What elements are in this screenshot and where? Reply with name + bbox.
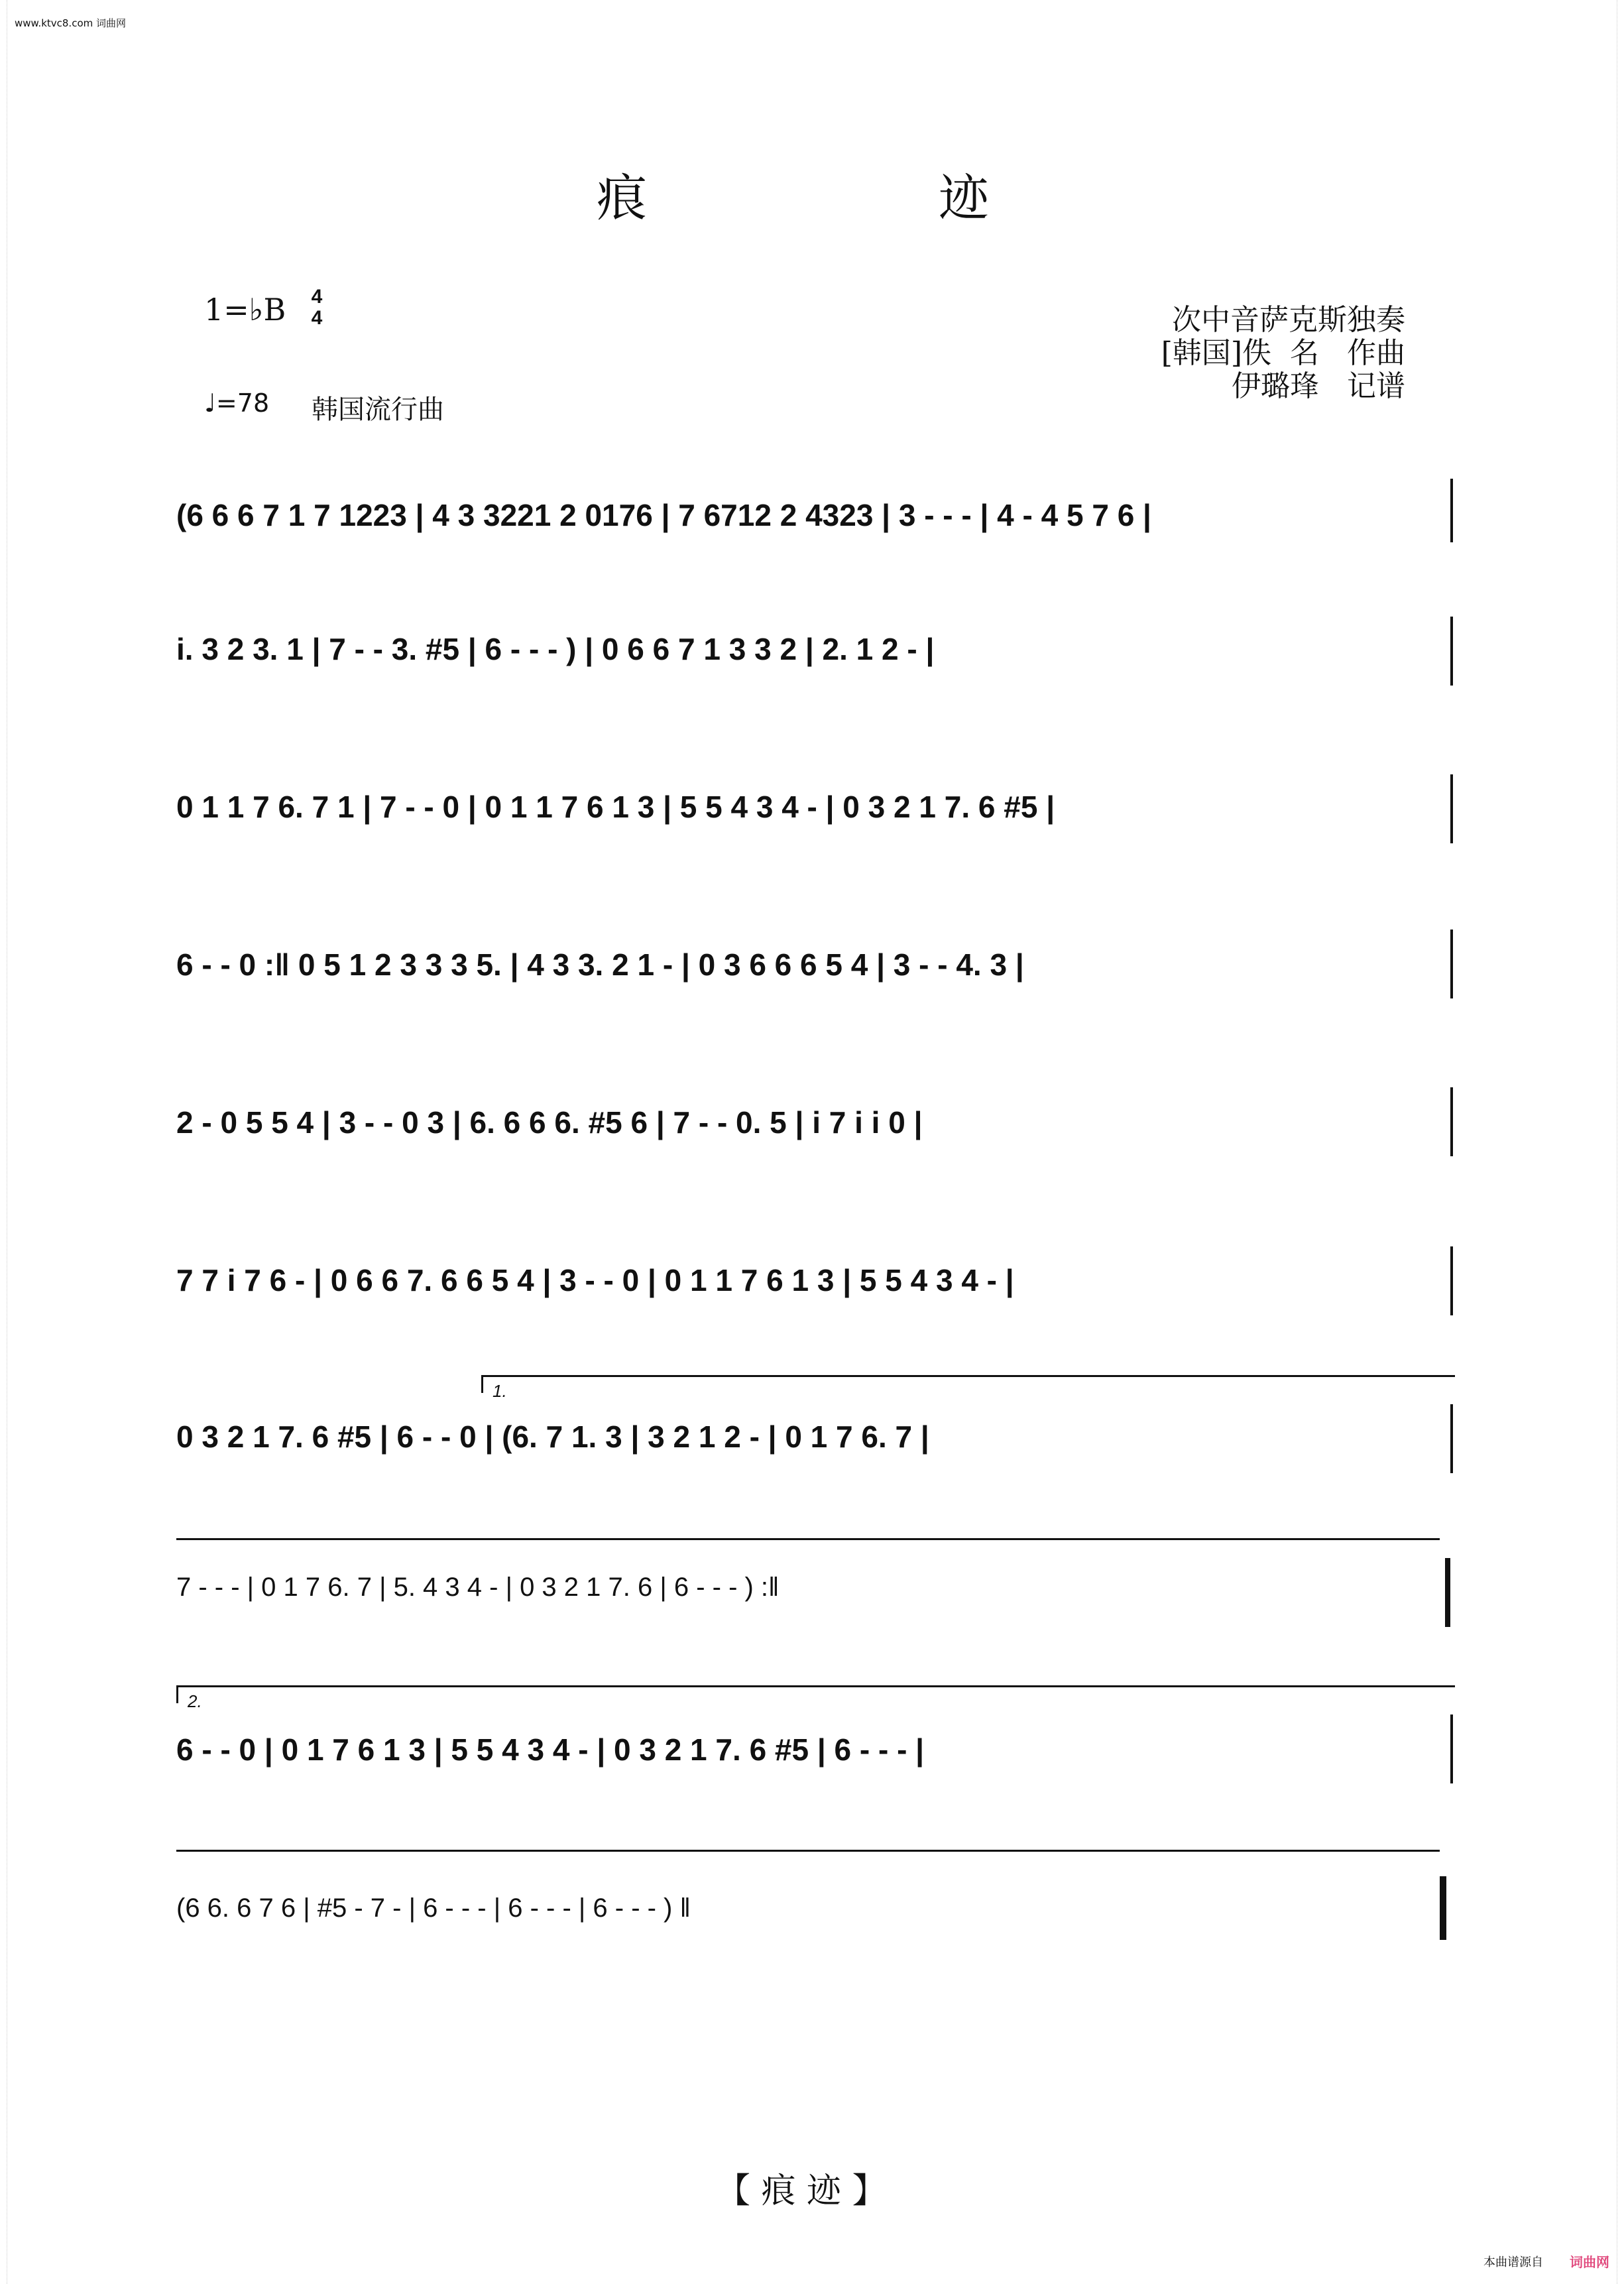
score-row-1: (6 6 6 7 1 7 1223 | 4 3 3221 2 0176 | 7 6712 2 4323 | 3 - - - | 4 - 4 5 7 6 | <box>176 498 1151 532</box>
score-row-7: 0 3 2 1 7. 6 #5 | 6 - - 0 | (6. 7 1. 3 | 3 2 1 2 - | 0 1 7 6. 7 | <box>176 1419 929 1454</box>
title-char-2: 迹 <box>939 168 989 227</box>
system-end-barline-4 <box>1450 930 1453 998</box>
right-margin-strip <box>1617 0 1624 2284</box>
style-label: 韩国流行曲 <box>312 394 444 425</box>
credit-performance: 次中音萨克斯独奏 <box>1172 303 1405 337</box>
time-signature <box>306 286 327 329</box>
final-barline <box>1440 1876 1446 1940</box>
system-end-barline-6 <box>1450 1246 1453 1315</box>
first-ending-bracket <box>481 1375 1455 1401</box>
system-end-barline-9 <box>1450 1714 1453 1783</box>
second-ending-bracket <box>176 1685 1455 1711</box>
score-row-6: 7 7 i 7 6 - | 0 6 6 7. 6 6 5 4 | 3 - - 0 | 0 1 1 7 6 1 3 | 5 5 4 3 4 - | <box>176 1263 1014 1297</box>
time-signature-top: 4 <box>311 286 323 308</box>
key-signature: 1=♭B <box>204 292 286 328</box>
score-row-2: i. 3 2 3. 1 | 7 - - 3. #5 | 6 - - - ) | 0 6 6 7 1 3 3 2 | 2. 1 2 - | <box>176 632 935 666</box>
site-url: www.ktvc8.com 词曲网 <box>15 17 127 29</box>
time-signature-bottom: 4 <box>311 307 323 329</box>
footer-title: 【 痕 迹 】 <box>716 2171 887 2211</box>
system-end-barline-1 <box>1450 479 1453 542</box>
footer-logo: 词曲网 <box>1570 2254 1609 2270</box>
system-end-barline-3 <box>1450 774 1453 843</box>
footer-source: 本曲谱源自 <box>1483 2255 1543 2269</box>
score-row-10: (6 6. 6 7 6 | #5 - 7 - | 6 - - - | 6 - - - | 6 - - - ) ‖ <box>176 1893 691 1923</box>
system-end-barline-5 <box>1450 1087 1453 1156</box>
score-row-5: 2 - 0 5 5 4 | 3 - - 0 3 | 6. 6 6 6. #5 6 | 7 - - 0. 5 | i 7 i i 0 | <box>176 1105 923 1140</box>
score-row-8: 7 - - - | 0 1 7 6. 7 | 5. 4 3 4 - | 0 3 2 1 7. 6 | 6 - - - ) :‖ <box>176 1573 780 1602</box>
system-end-barline-8 <box>1445 1558 1450 1627</box>
page-title <box>597 158 989 230</box>
credit-transcriber: 伊璐琒 记谱 <box>1232 369 1405 403</box>
score-row-9: 6 - - 0 | 0 1 7 6 1 3 | 5 5 4 3 4 - | 0 3 2 1 7. 6 #5 | 6 - - - | <box>176 1732 925 1767</box>
second-ending-continuation <box>176 1850 1440 1852</box>
first-ending-label: 1. <box>493 1381 507 1401</box>
credit-composer: [韩国]佚 名 作曲 <box>1161 336 1405 370</box>
first-ending-continuation <box>176 1538 1440 1540</box>
score-row-4: 6 - - 0 :‖ 0 5 1 2 3 3 3 5. | 4 3 3. 2 1 - | 0 3 6 6 6 5 4 | 3 - - 4. 3 | <box>176 947 1024 982</box>
system-end-barline-2 <box>1450 617 1453 686</box>
system-end-barline-7 <box>1450 1404 1453 1473</box>
score-row-3: 0 1 1 7 6. 7 1 | 7 - - 0 | 0 1 1 7 6 1 3 | 5 5 4 3 4 - | 0 3 2 1 7. 6 #5 | <box>176 790 1055 824</box>
second-ending-label: 2. <box>188 1691 202 1711</box>
tempo-marking: ♩=78 <box>204 389 270 418</box>
left-margin-strip <box>0 0 7 2284</box>
title-char-1: 痕 <box>597 168 647 227</box>
